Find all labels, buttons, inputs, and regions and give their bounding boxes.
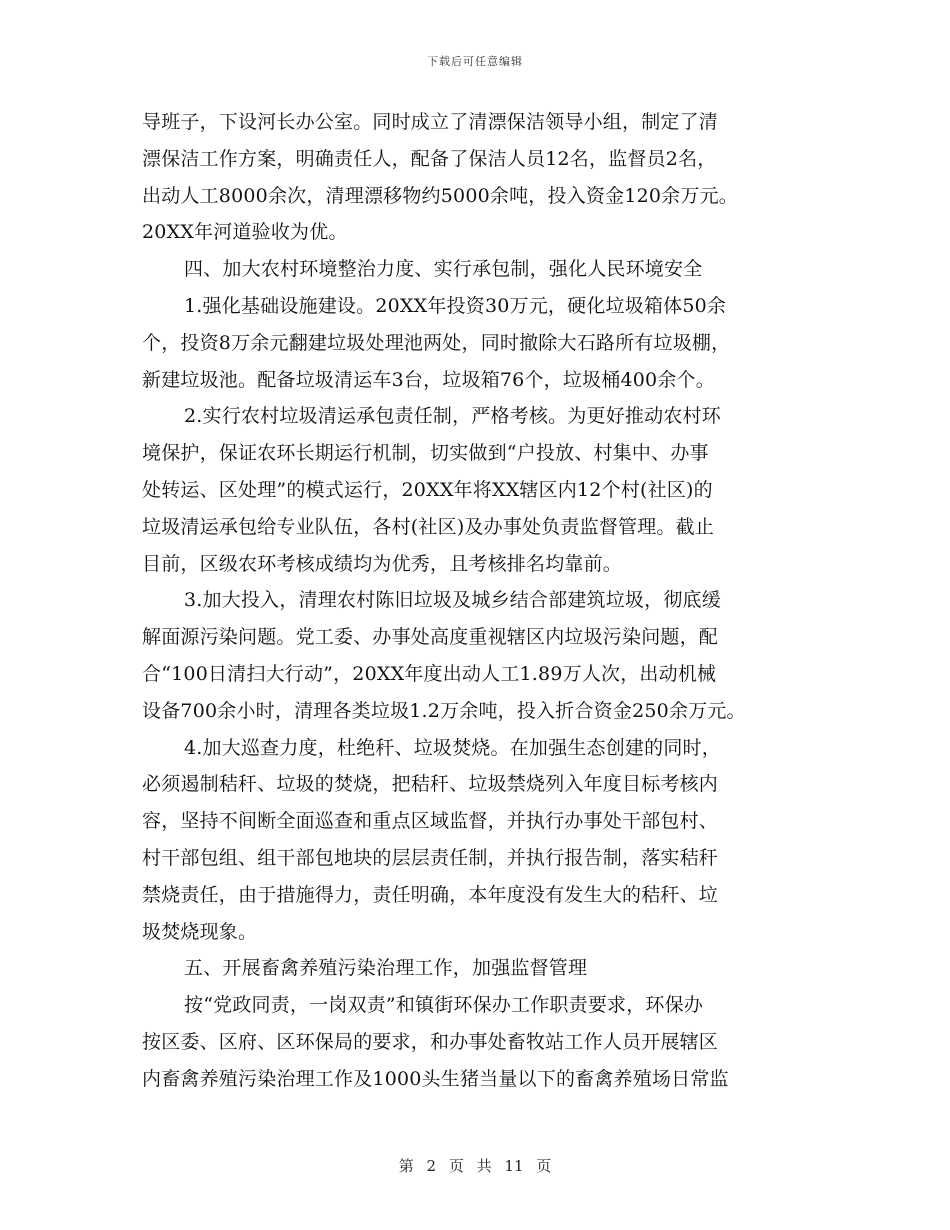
text-line: 禁烧责任，由于措施得力，责任明确，本年度没有发生大的秸秆、垃 [142,883,719,906]
footer-total-pages: 11 [504,1157,524,1175]
text-line: 3.加大投入，清理农村陈旧垃圾及城乡结合部建筑垃圾，彻底缓 [184,589,721,612]
text-line: 新建垃圾池。配备垃圾清运车3台，垃圾箱76个，垃圾桶400余个。 [142,368,715,391]
text-line: 圾焚烧现象。 [142,920,258,943]
page-header: 下载后可任意编辑 [427,55,523,68]
text-line: 解面源污染问题。党工委、办事处高度重视辖区内垃圾污染问题，配 [142,626,719,649]
footer-page-word-2: 页 [536,1157,552,1175]
text-line: 垃圾清运承包给专业队伍，各村(社区)及办事处负责监督管理。截止 [142,515,715,538]
text-line: 必须遏制秸秆、垃圾的焚烧，把秸秆、垃圾禁烧列入年度目标考核内 [142,773,719,796]
footer-current-page: 2 [426,1157,437,1175]
text-line: 4.加大巡查力度，杜绝秆、垃圾焚烧。在加强生态创建的同时， [184,736,721,759]
text-line: 个，投资8万余元翻建垃圾处理池两处，同时撤除大石路所有垃圾棚， [142,331,731,354]
text-line: 按“党政同责，一岗双责”和镇街环保办工作职责要求，环保办 [184,994,704,1017]
text-line: 设备700余小时，清理各类垃圾1.2万余吨，投入折合资金250余万元。 [142,699,746,722]
text-line: 境保护，保证农环长期运行机制，切实做到“户投放、村集中、办事 [142,442,709,465]
text-line: 2.实行农村垃圾清运承包责任制，严格考核。为更好推动农村环 [184,405,721,428]
text-line: 出动人工8000余次，清理漂移物约5000余吨，投入资金120余万元。 [142,184,738,207]
text-line: 漂保洁工作方案，明确责任人，配备了保洁人员12名，监督员2名， [142,147,717,170]
text-line: 按区委、区府、区环保局的要求，和办事处畜牧站工作人员开展辖区 [142,1030,719,1053]
footer-page-word: 页 [448,1157,464,1175]
text-line: 四、加大农村环境整治力度、实行承包制，强化人民环境安全 [184,258,703,281]
footer-total-word: 共 [476,1157,492,1175]
text-line: 内畜禽养殖污染治理工作及1000头生猪当量以下的畜禽养殖场日常监 [142,1067,729,1090]
text-line: 容，坚持不间断全面巡查和重点区域监督，并执行办事处干部包村、 [142,810,719,833]
text-line: 合“100日清扫大行动”，20XX年度出动人工1.89万人次，出动机械 [142,662,717,685]
page-footer [0,1155,950,1176]
text-line: 导班子，下设河长办公室。同时成立了清漂保洁领导小组，制定了清 [142,111,719,133]
document-body [142,104,802,1098]
text-line: 1.强化基础设施建设。20XX年投资30万元，硬化垃圾箱体50余 [184,294,727,317]
footer-prefix: 第 [398,1157,414,1175]
text-line: 20XX年河道验收为优。 [142,221,348,244]
text-line: 处转运、区处理”的模式运行，20XX年将XX辖区内12个村(社区)的 [142,478,713,501]
text-line: 村干部包组、组干部包地块的层层责任制，并执行报告制，落实秸秆 [142,846,719,869]
text-line: 目前，区级农环考核成绩均为优秀，且考核排名均靠前。 [142,552,623,575]
text-line: 五、开展畜禽养殖污染治理工作，加强监督管理 [184,957,588,980]
